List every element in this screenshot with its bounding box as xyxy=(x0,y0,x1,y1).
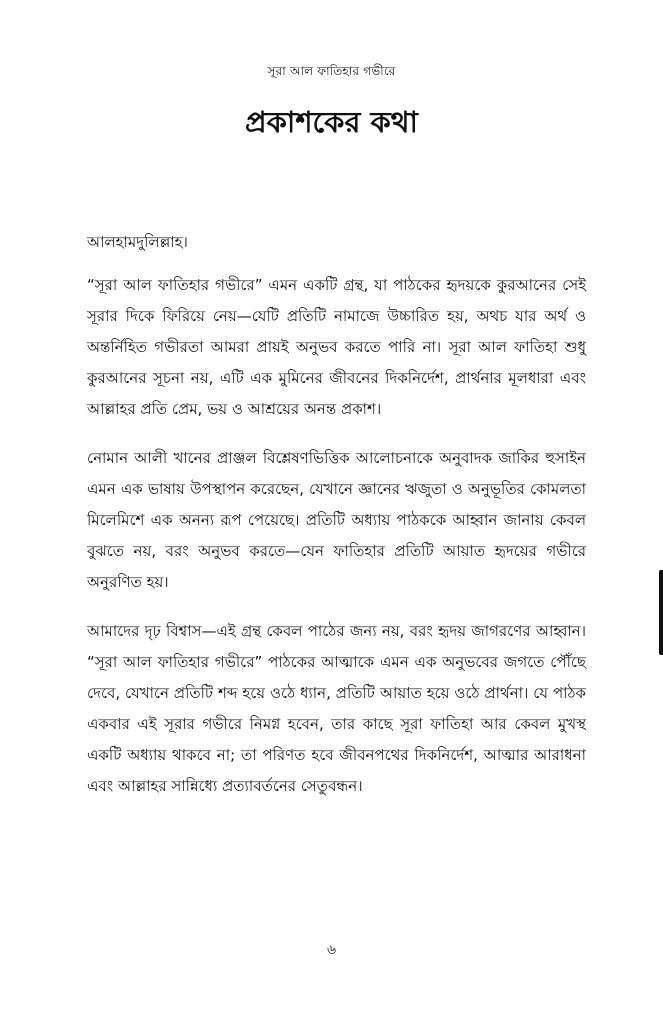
salutation: আলহামদুলিল্লাহ। xyxy=(87,233,188,251)
paragraph-3: আমাদের দৃঢ় বিশ্বাস—এই গ্রন্থ কেবল পাঠের জন্য নয়, বরং হৃদয় জাগরণের আহ্বান। “সূরা আল ফাতিহার গভীরে” পাঠকের আত্মাকে এমন এক অনুভবের জগতে পৌঁছে দেবে, যেখানে প্রতিটি শব্দ হয়ে ওঠে ধ্যান, প্রতিটি আয়াত হয়ে ওঠে প্রার্থনা। যে পাঠক একবার এই সূরার গভীরে নিমগ্ন হবেন, তার কাছে সূরা ফাতিহা আর কেবল মুখস্থ একটি অধ্যায় থাকবে না; তা পরিণত হবে জীবনপথের দিকনির্দেশ, আত্মার আরাধনা এবং আল্লাহর সান্নিধ্যে প্রত্যাবর্তনের সেতুবন্ধন। xyxy=(87,622,586,795)
page-number: ৬ xyxy=(326,942,337,958)
paragraph-1: “সূরা আল ফাতিহার গভীরে” এমন একটি গ্রন্থ, যা পাঠকের হৃদয়কে কুরআনের সেই সূরার দিকে ফিরিয়ে নেয়—যেটি প্রতিটি নামাজে উচ্চারিত হয়, অথচ যার অর্থ ও অন্তর্নিহিত গভীরতা আমরা প্রায়ই অনুভব করতে পারি না। সূরা আল ফাতিহা শুধু কুরআনের সূচনা নয়, এটি এক মুমিনের জীবনের দিকনির্দেশ, প্রার্থনার মূলধারা এবং আল্লাহর প্রতি প্রেম, ভয় ও আশ্রয়ের অনন্ত প্রকাশ। xyxy=(87,276,586,418)
preface-body xyxy=(87,227,586,802)
running-header: সূরা আল ফাতিহার গভীরে xyxy=(267,64,396,78)
binding-edge-mark xyxy=(659,570,663,655)
paragraph-2: নোমান আলী খানের প্রাঞ্জল বিশ্লেষণভিত্তিক আলোচনাকে অনুবাদক জাকির হুসাইন এমন এক ভাষায় উপস্থাপন করেছেন, যেখানে জ্ঞানের ঋজুতা ও অনুভূতির কোমলতা মিলেমিশে এক অনন্য রূপ পেয়েছে। প্রতিটি অধ্যায় পাঠককে আহ্বান জানায় কেবল বুঝতে নয়, বরং অনুভব করতে—যেন ফাতিহার প্রতিটি আয়াত হৃদয়ের গভীরে অনুরণিত হয়। xyxy=(87,449,586,591)
page-title: প্রকাশকের কথা xyxy=(245,105,418,139)
